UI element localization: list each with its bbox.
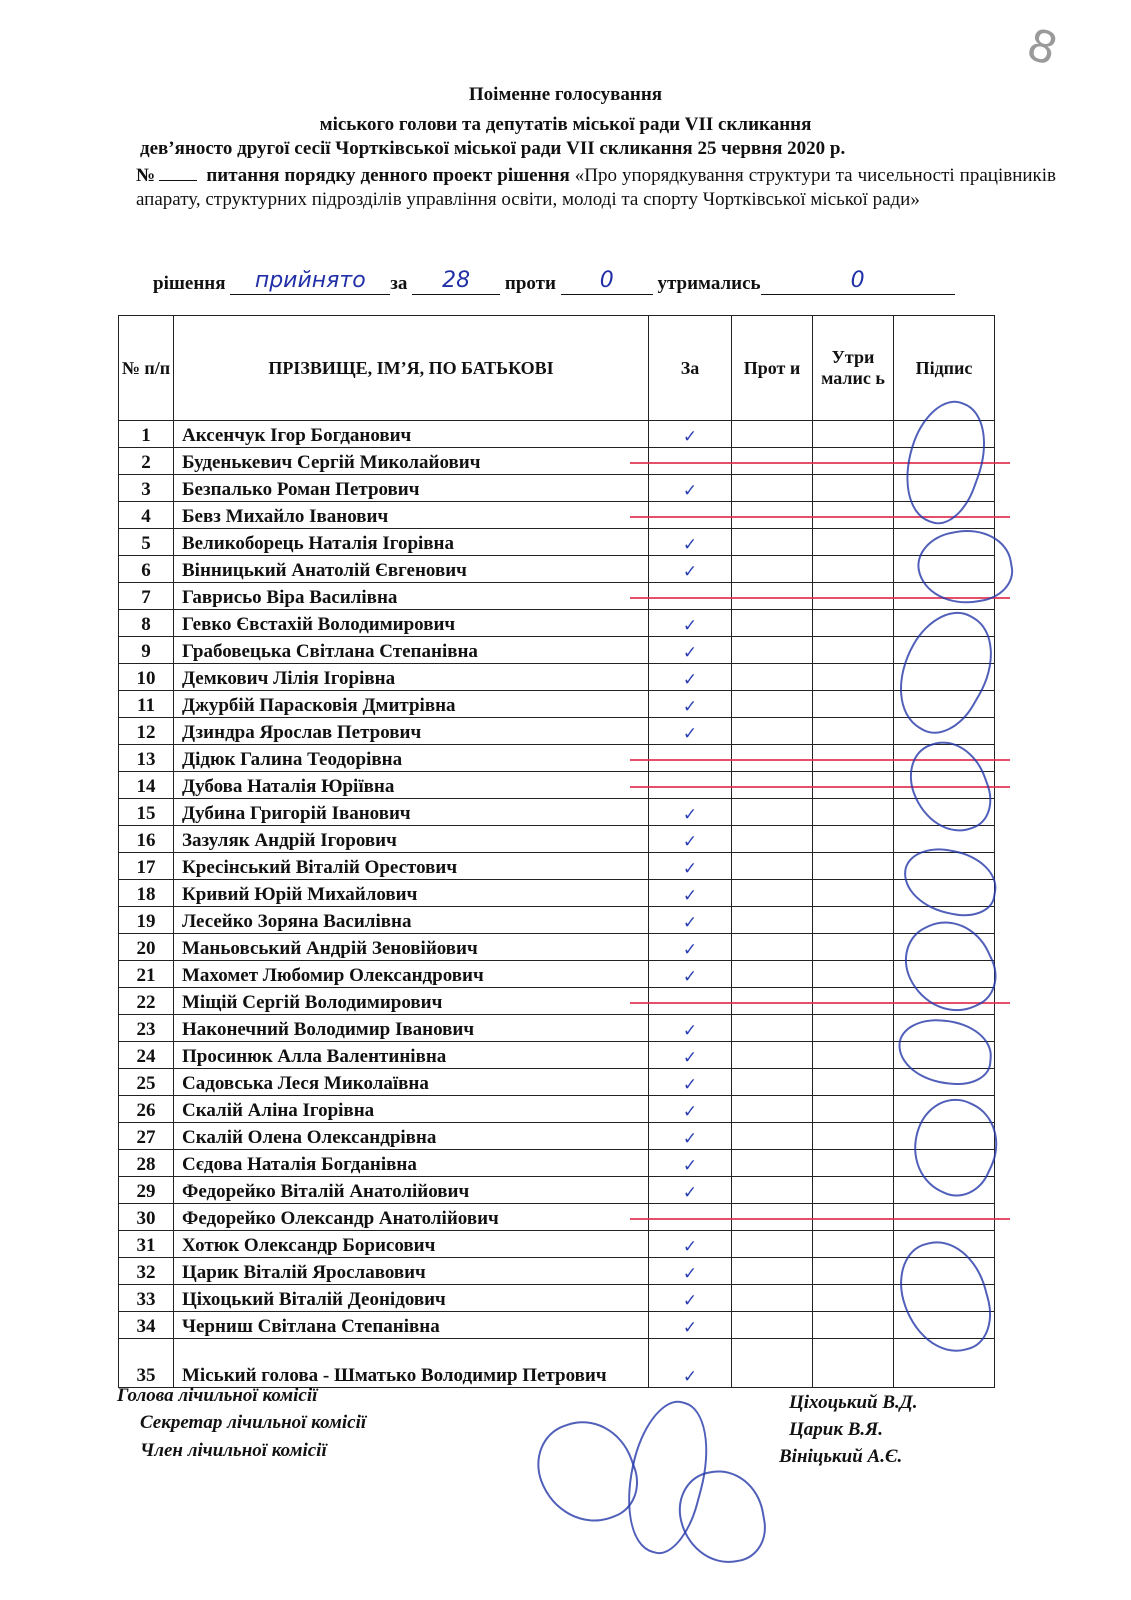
row-num: 11: [119, 691, 174, 718]
header-za: За: [649, 316, 732, 421]
row-vote-utrymalys: [813, 1123, 894, 1150]
row-name: Безпалько Роман Петрович: [174, 475, 649, 502]
row-vote-proty: [732, 475, 813, 502]
row-vote-proty: [732, 1150, 813, 1177]
row-vote-utrymalys: [813, 583, 894, 610]
row-vote-za: [649, 1177, 732, 1204]
row-vote-proty: [732, 826, 813, 853]
row-name: Просинюк Алла Валентинівна: [174, 1042, 649, 1069]
table-row: [119, 1285, 995, 1312]
row-num: 26: [119, 1096, 174, 1123]
za-label: за: [390, 273, 408, 294]
table-row: [119, 1231, 995, 1258]
row-vote-za: [649, 1015, 732, 1042]
row-name: Федорейко Олександр Анатолійович: [174, 1204, 649, 1231]
row-vote-utrymalys: [813, 988, 894, 1015]
row-vote-proty: [732, 1123, 813, 1150]
row-vote-za: [649, 1042, 732, 1069]
row-vote-proty: [732, 583, 813, 610]
row-vote-proty: [732, 1339, 813, 1388]
table-row: [119, 961, 995, 988]
table-row: [119, 1258, 995, 1285]
decision-label: рішення: [153, 273, 226, 294]
row-name: Садовська Леся Миколаївна: [174, 1069, 649, 1096]
row-vote-proty: [732, 772, 813, 799]
row-num: 8: [119, 610, 174, 637]
row-vote-utrymalys: [813, 1339, 894, 1388]
table-row: [119, 502, 995, 529]
table-row: [119, 934, 995, 961]
row-name: Міський голова - Шматько Володимир Петрович: [174, 1339, 649, 1388]
row-name: Аксенчук Ігор Богданович: [174, 421, 649, 448]
row-vote-za: [649, 502, 732, 529]
row-name: Царик Віталій Ярославович: [174, 1258, 649, 1285]
row-num: 19: [119, 907, 174, 934]
row-vote-utrymalys: [813, 610, 894, 637]
row-name: Гевко Євстахій Володимирович: [174, 610, 649, 637]
row-vote-za: [649, 880, 732, 907]
row-name: Федорейко Віталій Анатолійович: [174, 1177, 649, 1204]
title-line-3: дев’яносто другої сесії Чортківської міської ради VII скликання 25 червня 2020 р.: [140, 138, 846, 159]
row-vote-proty: [732, 556, 813, 583]
table-row: [119, 556, 995, 583]
header-sign: Підпис: [894, 316, 995, 421]
agenda-item: [136, 164, 1056, 212]
row-num: 15: [119, 799, 174, 826]
proty-count: 0: [561, 268, 653, 295]
row-vote-utrymalys: [813, 475, 894, 502]
row-vote-utrymalys: [813, 772, 894, 799]
row-vote-utrymalys: [813, 529, 894, 556]
chair-name: Ціхоцький В.Д.: [789, 1392, 918, 1413]
za-count: 28: [412, 268, 500, 295]
row-vote-proty: [732, 1042, 813, 1069]
check-mark-icon: ✓: [682, 535, 698, 555]
row-vote-utrymalys: [813, 1015, 894, 1042]
row-vote-utrymalys: [813, 907, 894, 934]
row-vote-za: [649, 772, 732, 799]
check-mark-icon: ✓: [682, 670, 698, 690]
member-name: Вініцький А.Є.: [779, 1446, 903, 1467]
check-mark-icon: ✓: [682, 1318, 698, 1338]
row-num: 14: [119, 772, 174, 799]
check-mark-icon: ✓: [682, 481, 698, 501]
row-vote-proty: [732, 1177, 813, 1204]
row-vote-za: [649, 934, 732, 961]
row-vote-utrymalys: [813, 1312, 894, 1339]
check-mark-icon: ✓: [682, 886, 698, 906]
row-num: 5: [119, 529, 174, 556]
row-num: 22: [119, 988, 174, 1015]
row-vote-za: [649, 1312, 732, 1339]
title-line-1: Поіменне голосування: [468, 84, 663, 105]
row-vote-za: [649, 529, 732, 556]
row-name: Гаврисьо Віра Василівна: [174, 583, 649, 610]
row-num: 24: [119, 1042, 174, 1069]
table-header-row: [119, 316, 995, 421]
row-vote-utrymalys: [813, 718, 894, 745]
row-vote-proty: [732, 529, 813, 556]
row-vote-proty: [732, 934, 813, 961]
row-name: Демкович Лілія Ігорівна: [174, 664, 649, 691]
row-name: Маньовський Андрій Зеновійович: [174, 934, 649, 961]
row-name: Вінницький Анатолій Євгенович: [174, 556, 649, 583]
row-vote-proty: [732, 853, 813, 880]
row-name: Бевз Михайло Іванович: [174, 502, 649, 529]
row-vote-za: [649, 1258, 732, 1285]
table-row: [119, 1312, 995, 1339]
utrymalys-count: 0: [761, 268, 955, 295]
row-vote-utrymalys: [813, 1177, 894, 1204]
row-vote-za: [649, 1285, 732, 1312]
table-row: [119, 529, 995, 556]
table-row: [119, 1177, 995, 1204]
row-vote-za: [649, 961, 732, 988]
row-num: 20: [119, 934, 174, 961]
row-vote-utrymalys: [813, 421, 894, 448]
row-vote-proty: [732, 1312, 813, 1339]
row-name: Буденькевич Сергій Миколайович: [174, 448, 649, 475]
row-num: 3: [119, 475, 174, 502]
check-mark-icon: ✓: [682, 1102, 698, 1122]
row-vote-za: [649, 448, 732, 475]
row-vote-za: [649, 799, 732, 826]
row-num: 2: [119, 448, 174, 475]
check-mark-icon: ✓: [682, 940, 698, 960]
secretary-label: Секретар лічильної комісії: [140, 1412, 367, 1433]
decision-line: [153, 268, 955, 295]
row-num: 33: [119, 1285, 174, 1312]
table-row: [119, 1015, 995, 1042]
row-name: Наконечний Володимир Іванович: [174, 1015, 649, 1042]
row-num: 27: [119, 1123, 174, 1150]
row-name: Дубова Наталія Юріївна: [174, 772, 649, 799]
check-mark-icon: ✓: [682, 832, 698, 852]
row-vote-utrymalys: [813, 664, 894, 691]
table-row: [119, 799, 995, 826]
row-name: Сєдова Наталія Богданівна: [174, 1150, 649, 1177]
row-vote-utrymalys: [813, 934, 894, 961]
row-vote-proty: [732, 1096, 813, 1123]
row-num: 21: [119, 961, 174, 988]
row-num: 6: [119, 556, 174, 583]
signature-mark: [895, 1016, 994, 1088]
check-mark-icon: ✓: [682, 859, 698, 879]
proty-label: проти: [504, 273, 556, 294]
row-vote-za: [649, 988, 732, 1015]
row-vote-utrymalys: [813, 1258, 894, 1285]
secretary-name: Царик В.Я.: [789, 1419, 883, 1440]
table-row: [119, 1069, 995, 1096]
table-row: [119, 610, 995, 637]
row-vote-utrymalys: [813, 961, 894, 988]
row-vote-utrymalys: [813, 448, 894, 475]
row-name: Дубина Григорій Іванович: [174, 799, 649, 826]
row-vote-utrymalys: [813, 502, 894, 529]
row-vote-proty: [732, 745, 813, 772]
row-vote-za: [649, 745, 732, 772]
row-vote-za: [649, 1069, 732, 1096]
check-mark-icon: ✓: [682, 724, 698, 744]
row-vote-proty: [732, 448, 813, 475]
row-vote-za: [649, 610, 732, 637]
row-vote-utrymalys: [813, 1231, 894, 1258]
check-mark-icon: ✓: [682, 1129, 698, 1149]
check-mark-icon: ✓: [682, 1048, 698, 1068]
row-vote-za: [649, 1096, 732, 1123]
row-num: 7: [119, 583, 174, 610]
row-num: 17: [119, 853, 174, 880]
row-name: Ціхоцький Віталій Деонідович: [174, 1285, 649, 1312]
chair-label: Голова лічильної комісії: [117, 1385, 318, 1406]
row-vote-utrymalys: [813, 1204, 894, 1231]
table-row: [119, 718, 995, 745]
row-vote-proty: [732, 988, 813, 1015]
row-vote-utrymalys: [813, 1285, 894, 1312]
signature-mark: [892, 907, 1008, 1028]
utrymalys-label: утримались: [657, 273, 761, 294]
row-name: Дідюк Галина Теодорівна: [174, 745, 649, 772]
header-proty: Прот и: [732, 316, 813, 421]
row-vote-proty: [732, 637, 813, 664]
row-vote-za: [649, 583, 732, 610]
row-vote-proty: [732, 610, 813, 637]
row-vote-proty: [732, 1258, 813, 1285]
agenda-number-blank: [159, 180, 197, 181]
row-num: 4: [119, 502, 174, 529]
row-num: 31: [119, 1231, 174, 1258]
agenda-item-label: питання порядку денного проект рішення: [206, 165, 570, 186]
signature-mark: [898, 842, 1002, 921]
row-vote-utrymalys: [813, 1042, 894, 1069]
signature-column-scribbles: [898, 380, 1018, 1380]
row-num: 16: [119, 826, 174, 853]
row-num: 35: [119, 1339, 174, 1388]
row-vote-proty: [732, 502, 813, 529]
table-row: [119, 475, 995, 502]
row-num: 25: [119, 1069, 174, 1096]
table-row: [119, 448, 995, 475]
row-num: 1: [119, 421, 174, 448]
row-vote-za: [649, 1150, 732, 1177]
signature-mark: [890, 1231, 1001, 1363]
row-vote-za: [649, 1204, 732, 1231]
row-vote-proty: [732, 664, 813, 691]
row-num: 12: [119, 718, 174, 745]
row-vote-utrymalys: [813, 853, 894, 880]
table-row: [119, 1339, 995, 1388]
row-vote-proty: [732, 1069, 813, 1096]
row-num: 23: [119, 1015, 174, 1042]
row-vote-utrymalys: [813, 826, 894, 853]
row-name: Кривий Юрій Михайлович: [174, 880, 649, 907]
row-vote-proty: [732, 880, 813, 907]
row-vote-za: [649, 718, 732, 745]
agenda-number-label: №: [136, 165, 156, 186]
row-vote-utrymalys: [813, 1069, 894, 1096]
row-name: Джурбій Парасковія Дмитрівна: [174, 691, 649, 718]
row-name: Великоборець Наталія Ігорівна: [174, 529, 649, 556]
row-name: Зазуляк Андрій Ігорович: [174, 826, 649, 853]
member-label: Член лічильної комісії: [140, 1440, 327, 1461]
row-num: 18: [119, 880, 174, 907]
row-name: Грабовецька Світлана Степанівна: [174, 637, 649, 664]
row-vote-proty: [732, 1285, 813, 1312]
row-vote-za: [649, 664, 732, 691]
table-row: [119, 880, 995, 907]
table-row: [119, 637, 995, 664]
row-num: 13: [119, 745, 174, 772]
row-vote-utrymalys: [813, 1096, 894, 1123]
vote-table-body: [119, 421, 995, 1388]
table-row: [119, 988, 995, 1015]
row-name: Махомет Любомир Олександрович: [174, 961, 649, 988]
row-name: Кресінський Віталій Орестович: [174, 853, 649, 880]
row-vote-utrymalys: [813, 745, 894, 772]
table-row: [119, 691, 995, 718]
row-num: 28: [119, 1150, 174, 1177]
row-num: 32: [119, 1258, 174, 1285]
check-mark-icon: ✓: [682, 616, 698, 636]
row-vote-za: [649, 637, 732, 664]
signature-mark: [878, 597, 1013, 746]
check-mark-icon: ✓: [682, 913, 698, 933]
table-row: [119, 1123, 995, 1150]
table-row: [119, 772, 995, 799]
row-vote-za: [649, 826, 732, 853]
check-mark-icon: ✓: [682, 1291, 698, 1311]
row-vote-proty: [732, 691, 813, 718]
row-vote-za: [649, 853, 732, 880]
row-vote-utrymalys: [813, 637, 894, 664]
check-mark-icon: ✓: [682, 967, 698, 987]
row-vote-za: [649, 556, 732, 583]
check-mark-icon: ✓: [682, 1021, 698, 1041]
row-vote-za: [649, 1231, 732, 1258]
row-vote-za: [649, 907, 732, 934]
table-row: [119, 1204, 995, 1231]
agenda-item-text: «Про упорядкування структури та чисельності працівників апарату, структурних підрозділів управління освіти, молоді та спорту Чортківської міської ради»: [136, 165, 1057, 210]
check-mark-icon: ✓: [682, 1367, 698, 1387]
title-line-2: міського голови та депутатів міської ради VII скликання: [319, 114, 812, 135]
row-vote-proty: [732, 421, 813, 448]
row-name: Дзиндра Ярослав Петрович: [174, 718, 649, 745]
row-vote-proty: [732, 1204, 813, 1231]
row-vote-proty: [732, 1015, 813, 1042]
row-name: Лесейко Зоряна Василівна: [174, 907, 649, 934]
header-utrymalys: Утри малис ь: [813, 316, 894, 421]
row-name: Хотюк Олександр Борисович: [174, 1231, 649, 1258]
check-mark-icon: ✓: [682, 427, 698, 447]
page-number: 8: [1020, 18, 1064, 77]
signature-mark: [912, 522, 1017, 611]
table-row: [119, 826, 995, 853]
check-mark-icon: ✓: [682, 562, 698, 582]
row-vote-proty: [732, 718, 813, 745]
check-mark-icon: ✓: [682, 643, 698, 663]
row-name: Скалій Аліна Ігорівна: [174, 1096, 649, 1123]
check-mark-icon: ✓: [682, 1075, 698, 1095]
header-num: № п/п: [119, 316, 174, 421]
row-vote-utrymalys: [813, 556, 894, 583]
row-vote-utrymalys: [813, 691, 894, 718]
table-row: [119, 1042, 995, 1069]
table-row: [119, 421, 995, 448]
row-vote-proty: [732, 907, 813, 934]
table-row: [119, 907, 995, 934]
row-vote-utrymalys: [813, 880, 894, 907]
table-row: [119, 853, 995, 880]
check-mark-icon: ✓: [682, 1264, 698, 1284]
row-vote-proty: [732, 961, 813, 988]
row-vote-proty: [732, 1231, 813, 1258]
row-num: 29: [119, 1177, 174, 1204]
row-vote-za: [649, 1339, 732, 1388]
check-mark-icon: ✓: [682, 805, 698, 825]
row-vote-za: [649, 475, 732, 502]
row-num: 10: [119, 664, 174, 691]
row-name: Міщій Сергій Володимирович: [174, 988, 649, 1015]
row-vote-za: [649, 691, 732, 718]
table-row: [119, 1150, 995, 1177]
vote-table: [118, 315, 995, 1388]
row-vote-proty: [732, 799, 813, 826]
check-mark-icon: ✓: [682, 1237, 698, 1257]
row-name: Скалій Олена Олександрівна: [174, 1123, 649, 1150]
signature-mark: [889, 391, 1001, 533]
row-vote-utrymalys: [813, 1150, 894, 1177]
table-row: [119, 664, 995, 691]
committee-signatures: [540, 1390, 780, 1580]
signature-mark: [899, 730, 1001, 844]
check-mark-icon: ✓: [682, 1183, 698, 1203]
row-vote-za: [649, 1123, 732, 1150]
decision-value: прийнято: [230, 268, 390, 295]
check-mark-icon: ✓: [682, 1156, 698, 1176]
check-mark-icon: ✓: [682, 697, 698, 717]
signature-mark: [897, 1087, 1013, 1208]
table-row: [119, 583, 995, 610]
row-vote-za: [649, 421, 732, 448]
row-num: 34: [119, 1312, 174, 1339]
row-num: 9: [119, 637, 174, 664]
table-row: [119, 745, 995, 772]
row-num: 30: [119, 1204, 174, 1231]
header-name: ПРІЗВИЩЕ, ІМ’Я, ПО БАТЬКОВІ: [174, 316, 649, 421]
row-name: Черниш Світлана Степанівна: [174, 1312, 649, 1339]
table-row: [119, 1096, 995, 1123]
row-vote-utrymalys: [813, 799, 894, 826]
